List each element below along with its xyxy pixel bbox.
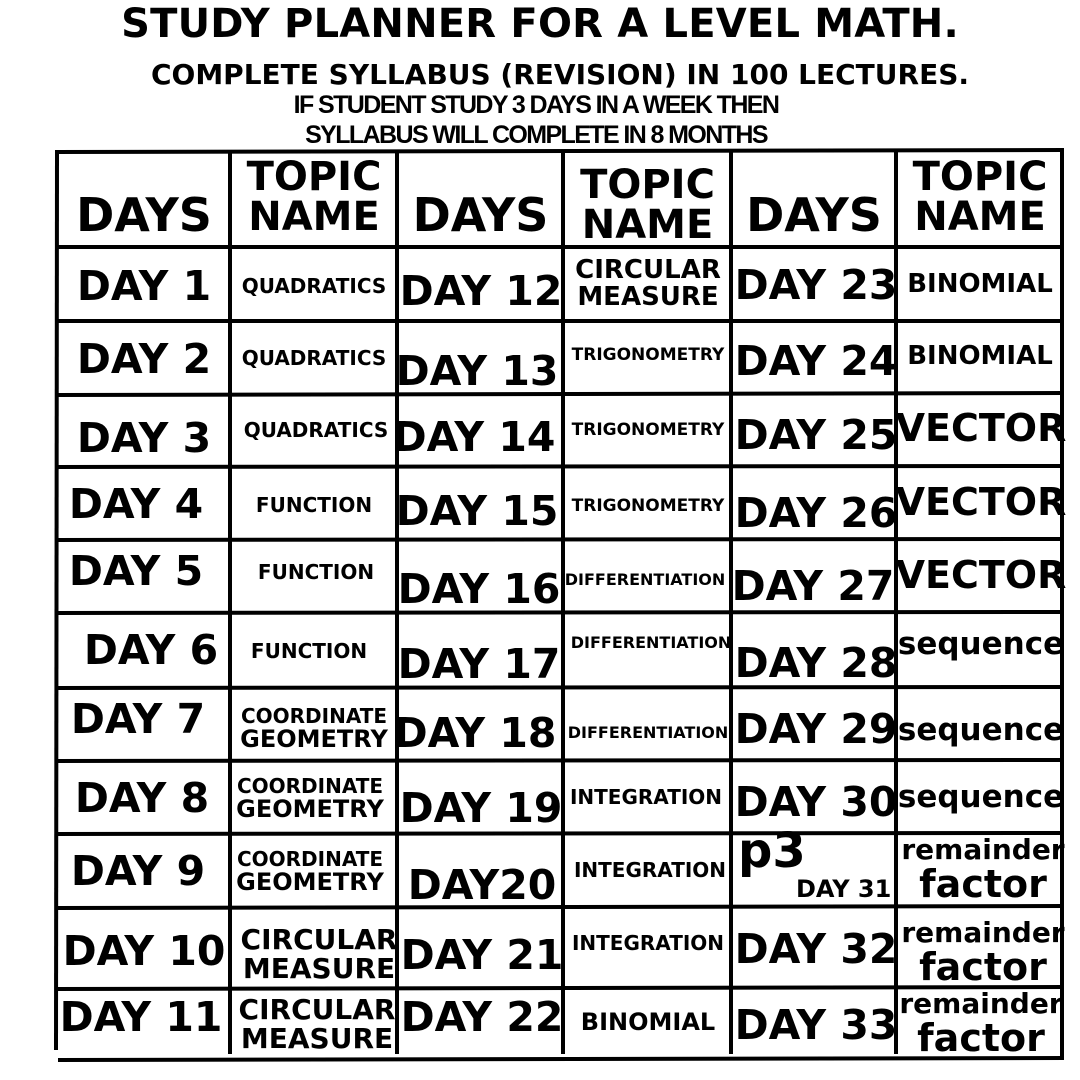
day-cell: DAY 10 — [62, 927, 226, 976]
day-cell: DAY 28 — [734, 639, 898, 688]
topic-cell: sequence — [897, 778, 1065, 815]
header-days-3: DAYS — [746, 187, 882, 242]
topic-cell: DIFFERENTIATION — [564, 569, 726, 589]
day-cell: DAY 18 — [393, 709, 557, 758]
topic-line2: factor — [917, 1016, 1045, 1060]
day-cell: DAY 17 — [397, 640, 561, 689]
topic-line1: CIRCULAR — [240, 922, 398, 956]
header-topic-line2: NAME — [248, 194, 380, 240]
topic-line1: remainder — [899, 987, 1063, 1020]
day-cell: DAY 7 — [70, 695, 206, 744]
topic-cell: FUNCTION — [255, 492, 373, 517]
day-cell: DAY 3 — [76, 414, 212, 463]
day-cell: DAY 19 — [399, 784, 563, 833]
day-cell: DAY 14 — [392, 413, 556, 462]
day-cell: DAY 25 — [734, 411, 898, 460]
topic-cell: TRIGONOMETRY — [571, 345, 725, 366]
header-topic-line1: TOPIC — [580, 162, 715, 208]
header-days-2: DAYS — [412, 187, 549, 242]
header-topic-line1: TOPIC — [246, 154, 382, 200]
topic-cell: TRIGONOMETRY — [571, 420, 725, 441]
day-cell: DAY 31 — [796, 875, 892, 903]
day-cell: DAY 2 — [76, 335, 212, 384]
topic-cell: FUNCTION — [250, 638, 368, 663]
header-days-1: DAYS — [76, 187, 212, 242]
topic-cell: TRIGONOMETRY — [571, 496, 725, 517]
topic-line1: CIRCULAR — [575, 254, 721, 285]
day-cell: DAY 8 — [74, 774, 210, 823]
day-cell: DAY 6 — [83, 626, 219, 675]
topic-line2: factor — [919, 862, 1047, 906]
topic-cell: BINOMIAL — [580, 1008, 716, 1037]
day-cell: DAY 4 — [68, 480, 204, 529]
topic-line1: remainder — [901, 833, 1065, 866]
topic-cell: INTEGRATION — [571, 930, 725, 955]
header-topic-name-3 — [898, 152, 1062, 242]
topic-cell: VECTOR — [895, 406, 1067, 451]
header-topic-name-1 — [232, 152, 396, 242]
topic-cell: QUADRATICS — [241, 273, 387, 298]
study-note-line-1: IF STUDENT STUDY 3 DAYS IN A WEEK THEN — [293, 91, 779, 119]
topic-cell: FUNCTION — [257, 559, 375, 584]
topic-cell: VECTOR — [895, 553, 1067, 598]
topic-line1: remainder — [901, 916, 1065, 949]
topic-line2: factor — [919, 945, 1047, 989]
day-cell: DAY 26 — [734, 489, 898, 538]
study-note-line-2: SYLLABUS WILL COMPLETE IN 8 MONTHS — [305, 121, 767, 149]
day-cell: DAY 24 — [734, 337, 898, 386]
day-cell: DAY 29 — [734, 705, 898, 754]
day-cell: DAY 22 — [400, 993, 564, 1042]
topic-line2: GEOMETRY — [240, 724, 388, 753]
day-cell: DAY 5 — [68, 547, 204, 596]
day-cell: DAY 15 — [395, 487, 559, 536]
topic-cell: QUADRATICS — [243, 417, 389, 442]
page-title: STUDY PLANNER FOR A LEVEL MATH. — [121, 1, 959, 47]
topic-line1: COORDINATE — [236, 846, 384, 871]
topic-cell: QUADRATICS — [241, 345, 387, 370]
topic-line2: MEASURE — [577, 282, 719, 312]
topic-cell: INTEGRATION — [569, 784, 723, 809]
topic-line2: GEOMETRY — [236, 794, 384, 823]
topic-line1: CIRCULAR — [238, 992, 396, 1026]
topic-line2: MEASURE — [242, 952, 396, 985]
day-cell: DAY20 — [407, 861, 557, 910]
header-topic-line2: NAME — [914, 194, 1046, 240]
day-cell: DAY 13 — [395, 347, 559, 396]
topic-cell: DIFFERENTIATION — [570, 632, 732, 652]
topic-cell: sequence — [897, 711, 1065, 748]
header-topic-line2: NAME — [581, 202, 714, 248]
header-topic-name-2 — [565, 160, 730, 250]
topic-line2: MEASURE — [240, 1022, 394, 1055]
topic-cell — [232, 693, 396, 765]
day-cell: DAY 9 — [70, 847, 206, 896]
topic-cell: BINOMIAL — [907, 269, 1053, 300]
topic-cell — [898, 914, 1068, 990]
topic-cell: INTEGRATION — [573, 857, 727, 882]
day-cell: DAY 12 — [399, 267, 563, 316]
topic-cell: BINOMIAL — [907, 341, 1053, 372]
topic-cell — [565, 249, 731, 319]
day-cell: DAY 1 — [76, 262, 212, 311]
day-cell: DAY 30 — [734, 778, 898, 827]
day-cell: DAY 21 — [400, 931, 564, 980]
topic-line1: COORDINATE — [240, 703, 388, 728]
topic-cell — [896, 986, 1066, 1060]
topic-cell — [234, 918, 404, 990]
day-cell: DAY 11 — [59, 993, 223, 1042]
topic-cell — [228, 763, 392, 835]
topic-line2: GEOMETRY — [236, 867, 384, 896]
day-cell: DAY 16 — [397, 565, 561, 614]
topic-cell: VECTOR — [895, 480, 1067, 525]
day-cell: DAY 23 — [734, 261, 898, 310]
topic-cell: sequence — [897, 625, 1065, 662]
day-cell: DAY 27 — [731, 562, 895, 611]
topic-cell — [898, 832, 1068, 906]
header-topic-line1: TOPIC — [912, 154, 1048, 200]
day-cell: DAY 33 — [734, 1001, 898, 1050]
topic-cell: DIFFERENTIATION — [567, 722, 729, 742]
page-subtitle: COMPLETE SYLLABUS (REVISION) IN 100 LECTURES. — [150, 58, 970, 91]
topic-line1: COORDINATE — [236, 773, 384, 798]
topic-cell — [232, 989, 402, 1059]
day-cell: DAY 32 — [734, 925, 898, 974]
topic-cell — [228, 836, 392, 908]
paper-3-marker: p3 — [738, 823, 806, 879]
